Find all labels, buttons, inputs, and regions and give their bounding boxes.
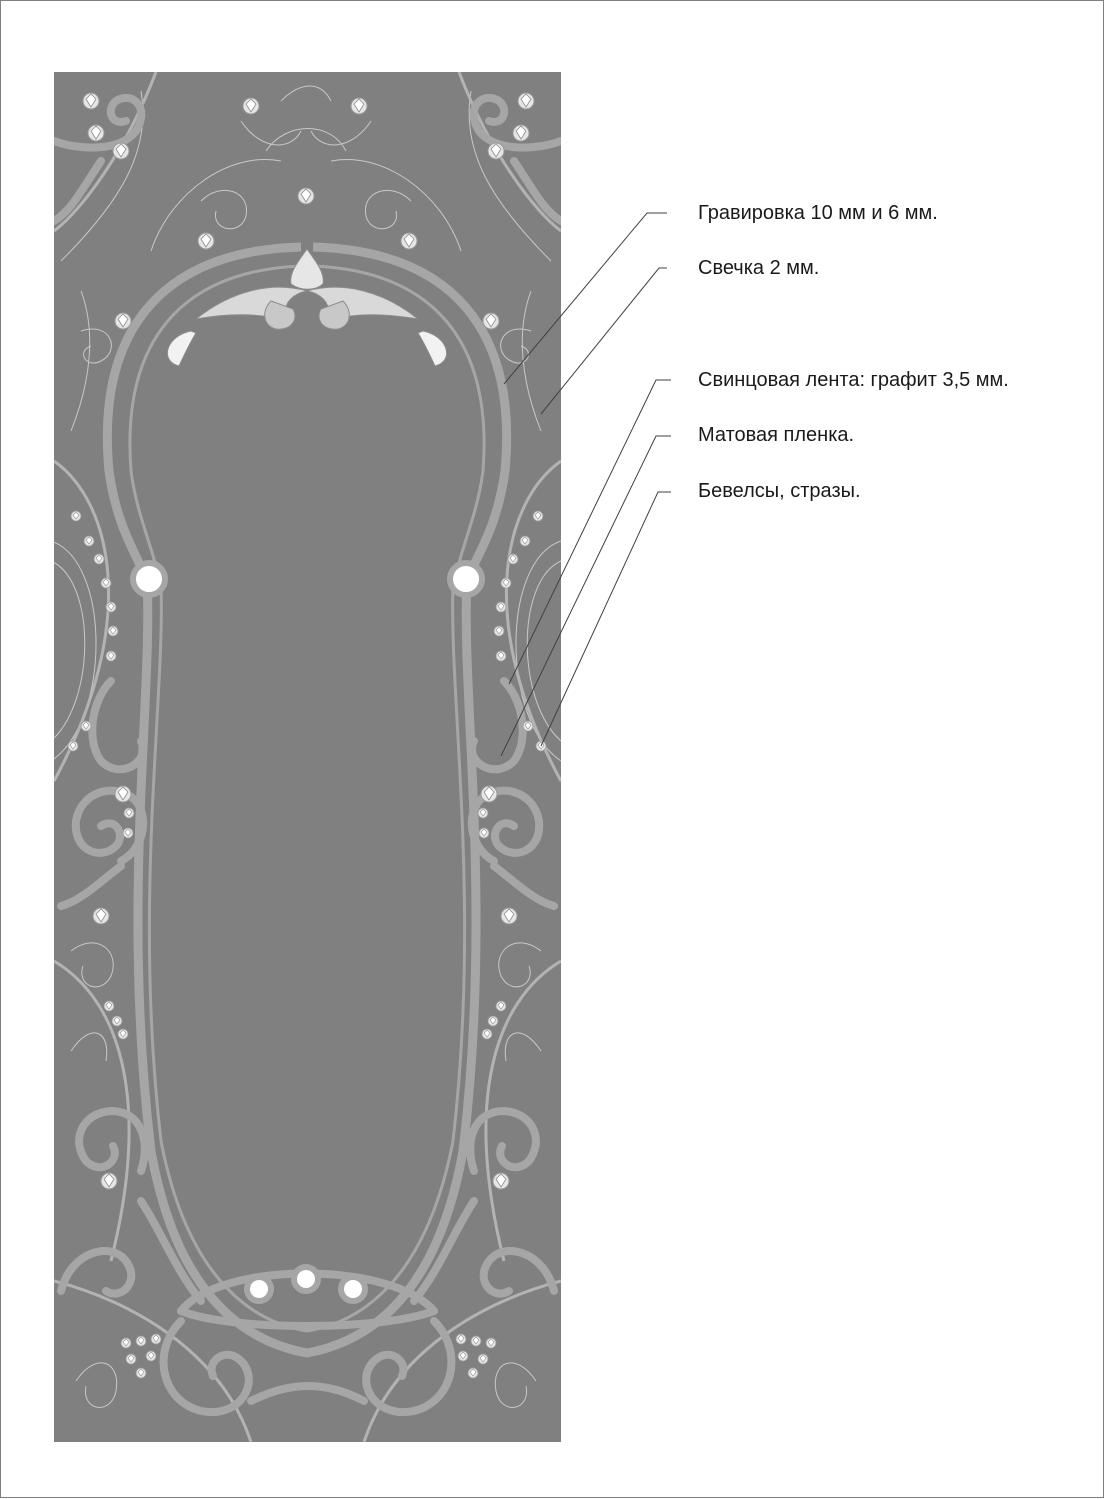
stained-glass-panel-drawing: [1, 1, 1104, 1499]
callout-svechka-label: Свечка 2 мм.: [698, 257, 820, 279]
callout-engraving-label: Гравировка 10 мм и 6 мм.: [698, 202, 938, 224]
callout-bevels-label: Бевелсы, стразы.: [698, 480, 861, 502]
callout-matte-film-label: Матовая пленка.: [698, 424, 855, 446]
callout-lead-tape-label: Свинцовая лента: графит 3,5 мм.: [698, 369, 1009, 391]
